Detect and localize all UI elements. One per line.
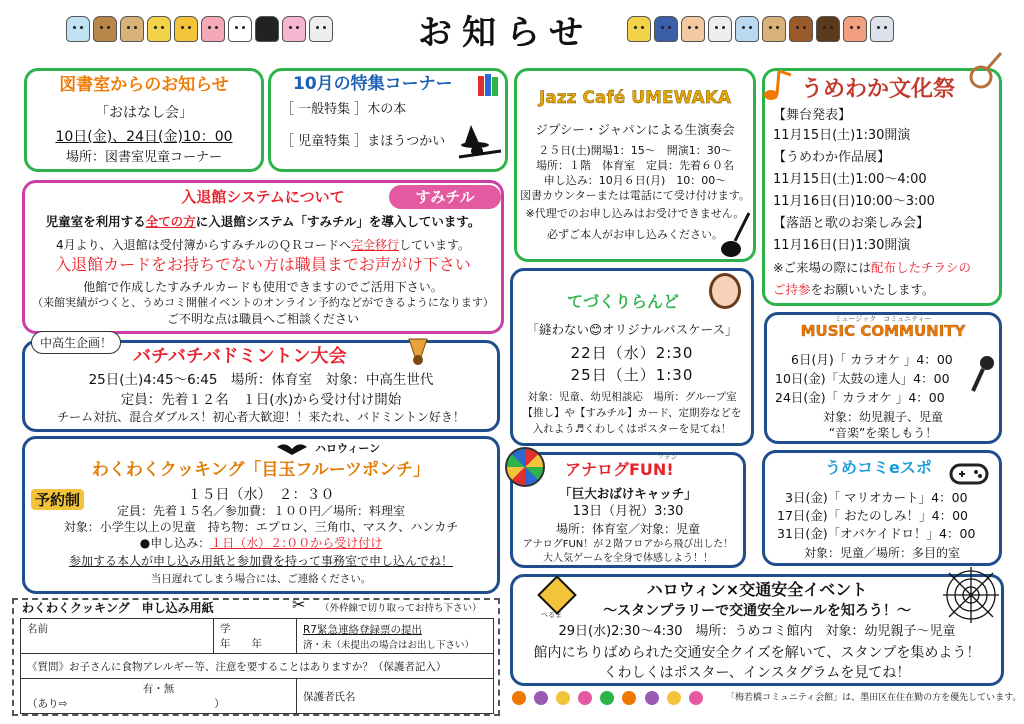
festival-line-3: 11月16日(日)10:00～3:00 xyxy=(773,194,935,209)
analog-place: 場所：体育室／対象：児童 xyxy=(555,522,700,536)
tezukuri-text-3: 入れよう♬くわしくはポスターを見てね！ xyxy=(532,423,732,435)
analog-ruby: ファン xyxy=(657,453,678,461)
special-corner-section xyxy=(268,68,508,172)
entry-title: 入退館システムについて xyxy=(181,188,345,206)
traffic-line-1: 29日(水)2:30～4:30 場所：うめコミ館内 対象：幼児親子～児童 xyxy=(558,624,956,639)
tezukuri-text-2: 【推し】や【すみチル】カード、定期券などを xyxy=(522,407,742,419)
form-cut-note: （外枠線で切り取ってお持ち下さい） xyxy=(320,603,482,614)
entry-line-1: 児童室を利用する全ての方に入退館システム「すみチル」を導入しています。 xyxy=(45,214,481,229)
reserve-badge: 予約制 xyxy=(31,489,84,510)
shamisen-icon xyxy=(961,51,1003,93)
character-icon xyxy=(843,16,867,42)
music-row-3: 24日(金)「 カラオケ 」4：00 xyxy=(775,390,945,405)
character-icon xyxy=(654,16,678,42)
library-title: 図書室からのお知らせ xyxy=(59,75,229,95)
candy-icon xyxy=(622,691,636,705)
character-icon xyxy=(627,16,651,42)
cooking-section xyxy=(22,436,500,594)
form-emergency-field[interactable]: R7緊急連絡登録票の提出 済・未（未提出の場合はお出し下さい） xyxy=(297,619,494,654)
tezukuri-subtitle: 「縫わない😊オリジナルパスケース」 xyxy=(526,322,738,337)
candy-icon xyxy=(578,691,592,705)
page-title: お知らせ xyxy=(418,13,593,53)
entry-line-6: ご不明な点は職員へご相談ください xyxy=(166,312,359,326)
cooking-line-2: 対象：小学生以上の児童 持ち物：エプロン、三角巾、マスク、ハンカチ xyxy=(63,520,459,534)
cooking-title: わくわくクッキング「目玉フルーツポンチ」 xyxy=(91,460,431,480)
guitar-icon xyxy=(719,211,755,259)
jazz-line2: 場所：１階 体育室 定員：先着６０名 xyxy=(536,159,734,172)
spider-web-icon xyxy=(943,567,999,623)
entry-line-3: 入退館カードをお持ちでない方は職員までお声がけ下さい xyxy=(55,255,471,274)
esports-section xyxy=(762,450,1002,566)
candy-icon xyxy=(512,691,526,705)
character-icon xyxy=(309,16,333,42)
music-title: MUSIC COMMUNITY xyxy=(800,322,966,340)
character-icon xyxy=(174,16,198,42)
analog-text-1: アナログFUN！が２階フロアから飛び出した！ xyxy=(522,539,734,550)
tezukuri-section xyxy=(510,268,754,446)
jazz-subtitle: ジプシー・ジャパンによる生演奏会 xyxy=(535,122,735,137)
character-icon xyxy=(255,16,279,42)
esports-row-3: 31日(金)「オバケイドロ！」4：00 xyxy=(777,526,976,541)
caution-sign-label: へるま xyxy=(541,611,562,619)
character-icon xyxy=(147,16,171,42)
candy-icon xyxy=(556,691,570,705)
halloween-label: ハロウィーン xyxy=(315,442,381,455)
form-table xyxy=(20,618,494,714)
jazz-line1: ２５日(土)開場1：15～ 開演1：30～ xyxy=(538,144,732,157)
character-icon xyxy=(708,16,732,42)
entry-system-section xyxy=(22,180,504,334)
analog-title: アナログFUN! xyxy=(565,460,674,479)
character-icon xyxy=(681,16,705,42)
festival-line-1: 11月15日(土)1:30開演 xyxy=(773,128,911,143)
music-row-1: 6日(月)「 カラオケ 」4：00 xyxy=(791,352,953,367)
bat-icon xyxy=(277,441,307,455)
candy-icon xyxy=(534,691,548,705)
character-icon xyxy=(93,16,117,42)
analog-subtitle: 「巨大おばけキャッチ」 xyxy=(559,486,697,501)
books-icon xyxy=(477,71,503,97)
library-section xyxy=(24,68,264,172)
tezukuri-date-2: 25日（土）1:30 xyxy=(570,366,694,384)
traffic-safety-section xyxy=(510,574,1004,686)
character-icon xyxy=(816,16,840,42)
sumichiru-logo: すみチル xyxy=(389,185,501,209)
cooking-line-4: 参加する本人が申し込み用紙と参加費を持って事務室で申し込んでね！ xyxy=(68,554,453,568)
cooking-date: １５日（水） ２：３０ xyxy=(187,487,335,503)
character-icon xyxy=(282,16,306,42)
entry-line-2: 4月より、入退館は受付簿からすみチルのＱＲコードへ完全移行しています。 xyxy=(55,238,471,252)
tezukuri-text-1: 対象：児童、幼児相談応 場所：グループ室 xyxy=(527,391,737,403)
library-dates: 10日(金)、24日(金)10：00 xyxy=(55,129,233,145)
badminton-section xyxy=(22,336,500,432)
special-title: 10月の特集コーナー xyxy=(293,74,453,94)
esports-target: 対象：児童／場所：多目的室 xyxy=(803,546,960,560)
character-row-right xyxy=(627,16,894,42)
traffic-line-3: くわしくはポスター、インスタグラムを見てね！ xyxy=(603,665,911,681)
special-general: ［ 一般特集 ］木の本 xyxy=(281,102,407,117)
festival-note-1: ※ご来場の際には配布したチラシの xyxy=(773,260,971,275)
jazz-cafe-section xyxy=(514,68,756,262)
badminton-line-2: 定員：先着１２名 １日(水)から受け付け開始 xyxy=(120,392,402,408)
badminton-line-1: 25日(土)4:45～6:45 場所：体育室 対象：中高生世代 xyxy=(88,372,434,388)
application-form xyxy=(12,595,500,716)
character-icon xyxy=(66,16,90,42)
form-allergy-answer[interactable]: 有・無 （あり⇨ ） xyxy=(21,679,297,714)
footer-note: 「梅若橋コミュニティ会館」は、墨田区在住在勤の方を優先しています。 xyxy=(726,693,1022,703)
character-icon xyxy=(228,16,252,42)
shuttlecock-icon xyxy=(403,335,433,367)
candy-icon xyxy=(600,691,614,705)
analog-fun-section xyxy=(510,452,746,568)
jazz-line4: 図書カウンターまたは電話にて受け付けます。 xyxy=(520,189,750,202)
music-community-section xyxy=(764,312,1002,444)
festival-heading-1: 【舞台発表】 xyxy=(773,108,852,123)
badminton-tag: 中高生企画！ xyxy=(31,331,121,354)
entry-line-4: 他館で作成したすみチルカードも使用できますのでご活用下さい。 xyxy=(83,280,443,294)
candy-icon xyxy=(689,691,703,705)
character-row-left xyxy=(66,16,333,42)
tezukuri-title: てづくりらんど xyxy=(567,292,680,311)
analog-date: 13日（月祝）3:30 xyxy=(572,504,684,519)
culture-festival-section xyxy=(762,68,1002,306)
form-allergy-question: 《質問》お子さんに食物アレルギー等、注意を要することはありますか？（保護者記入） xyxy=(21,654,494,679)
festival-heading-3: 【落語と歌のお楽しみ会】 xyxy=(773,216,930,231)
witch-icon xyxy=(457,123,503,163)
girl-icon xyxy=(709,273,741,309)
game-controller-icon xyxy=(949,461,989,487)
character-icon xyxy=(762,16,786,42)
jazz-line6: 必ずご本人がお申し込みください。 xyxy=(547,228,723,241)
festival-line-4: 11月16日(日)1:30開演 xyxy=(773,238,911,253)
badminton-title: バチバチバドミントン大会 xyxy=(133,346,347,367)
music-target: 対象：幼児親子、児童 xyxy=(822,410,943,424)
festival-heading-2: 【うめわか作品展】 xyxy=(773,150,891,165)
music-row-2: 10日(金)「太鼓の達人」4：00 xyxy=(775,371,950,386)
cooking-line-3: ●申し込み：１日（水）２:００から受け付け xyxy=(139,536,383,550)
music-note-icon xyxy=(761,67,795,103)
music-ruby: ミュージック コミュニティー xyxy=(834,315,932,323)
candy-icon xyxy=(667,691,681,705)
music-slogan: “音楽”を楽しもう！ xyxy=(828,426,938,440)
esports-row-1: 3日(金)「 マリオカート」4：00 xyxy=(785,490,968,505)
scissors-icon: ✂ xyxy=(292,595,306,614)
traffic-line-2: 館内にちりばめられた交通安全クイズを解いて、スタンプを集めよう！ xyxy=(533,645,981,661)
jazz-title: Jazz Café UMEWAKA xyxy=(538,88,732,108)
character-icon xyxy=(735,16,759,42)
library-place: 場所：図書室児童コーナー xyxy=(65,150,222,165)
esports-title: うめコミeスポ xyxy=(825,458,932,477)
esports-row-2: 17日(金)「 おたのしみ！」4：00 xyxy=(777,508,968,523)
candy-icon xyxy=(645,691,659,705)
form-title: わくわくクッキング 申し込み用紙 xyxy=(22,601,214,615)
festival-line-2: 11月15日(土)1:00～4:00 xyxy=(773,172,927,187)
jazz-line3: 申し込み：10月６日(月) 10：00～ xyxy=(543,174,727,187)
form-grade-field[interactable]: 学 年 年 xyxy=(214,619,297,654)
jazz-line5: ※代理でのお申し込みはお受けできません。 xyxy=(525,207,745,220)
tezukuri-date-1: 22日（水）2:30 xyxy=(570,344,694,362)
character-icon xyxy=(789,16,813,42)
festival-note-2: ご持参をお願いいたします。 xyxy=(773,282,935,297)
form-guardian-field[interactable]: 保護者氏名 xyxy=(297,679,494,714)
cooking-line-1: 定員：先着１５名／参加費：１００円／場所：料理室 xyxy=(116,504,405,518)
special-children: ［ 児童特集 ］まほうつかい xyxy=(281,134,446,149)
microphone-icon xyxy=(969,355,997,395)
festival-title: うめわか文化祭 xyxy=(801,77,956,102)
entry-line-5: （来館実績がつくと、うめコミ開催イベントのオンライン予約などができるようになります） xyxy=(32,296,494,309)
library-event: 「おはなし会」 xyxy=(95,105,193,121)
analog-text-2: 大人気ゲームを全身で体感しよう！！ xyxy=(543,553,713,564)
roulette-icon xyxy=(505,447,545,487)
character-icon xyxy=(870,16,894,42)
badminton-line-3: チーム対抗、混合ダブルス！初心者大歓迎！！来たれ、バドミントン好き！ xyxy=(57,410,465,424)
cooking-line-5: 当日遅れてしまう場合には、ご連絡ください。 xyxy=(150,573,372,585)
candy-decoration xyxy=(512,690,706,709)
character-icon xyxy=(201,16,225,42)
traffic-title: ハロウィン×交通安全イベント xyxy=(646,580,868,599)
traffic-subtitle: ～スタンプラリーで交通安全ルールを知ろう！～ xyxy=(603,603,911,619)
form-name-field[interactable]: 名前 xyxy=(21,619,214,654)
character-icon xyxy=(120,16,144,42)
